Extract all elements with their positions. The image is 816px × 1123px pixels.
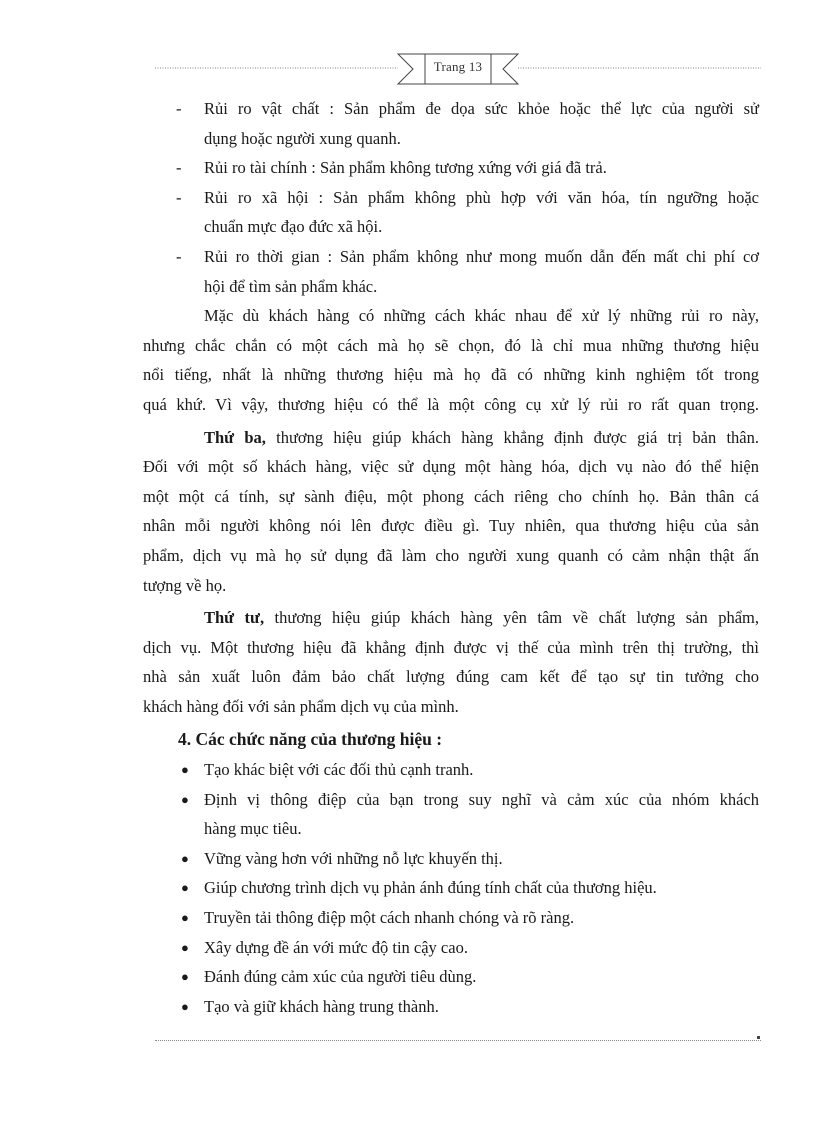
footer-divider [155,1040,761,1041]
list-item-continuation [143,212,759,242]
list-item-text: hàng mục tiêu. [204,819,302,839]
list-item-continuation [143,124,759,154]
list-item-text: Vững vàng hơn với những nỗ lực khuyến thị. [204,848,503,868]
paragraph-line: nổi tiếng, nhất là những thương hiệu mà họ đã có những kinh nghiệm tốt trong [143,365,759,385]
list-item-text: Rủi ro xã hội : Sản phẩm không phù hợp với văn hóa, tín ngưỡng hoặc [204,187,759,207]
paragraph-text: thương hiệu giúp khách hàng khẳng định được giá trị bản thân. [265,427,759,447]
dash-marker: - [176,99,182,118]
paragraph-line [143,423,759,453]
paragraph-third [143,423,759,601]
page-header [155,40,761,96]
list-item [143,992,759,1022]
paragraph-line: nhà sản xuất luôn đảm bảo chất lượng đúng cam kết để tạo sự tin tưởng cho [143,667,759,687]
bullet-icon: ● [181,791,189,807]
paragraph-line [143,603,759,633]
list-item-text: Giúp chương trình dịch vụ phản ánh đúng tính chất của thương hiệu. [204,878,657,898]
list-item-continuation [143,272,759,302]
paragraph-line: nhân mỗi người không nói lên được điều gì. Tuy nhiên, qua thương hiệu của sản [143,516,759,536]
paragraph-line: Mặc dù khách hàng có những cách khác nhau để xử lý những rủi ro này, [204,306,759,326]
list-item [143,785,759,815]
list-item [143,755,759,785]
list-item-text: Rủi ro thời gian : Sản phẩm không như mong muốn dẫn đến mất chi phí cơ [204,246,759,266]
risk-list [143,94,759,301]
paragraph-line: một một cá tính, sự sành điệu, một phong cách riêng cho chính họ. Bản thân cá [143,486,759,506]
dash-marker: - [176,187,182,207]
document-body [143,94,759,1021]
list-item-text: Rủi ro vật chất : Sản phẩm đe dọa sức khỏe hoặc thể lực của người sử [204,99,759,118]
list-item [143,844,759,874]
dash-marker: - [176,246,182,266]
footer-mark [757,1036,760,1039]
paragraph-line: nhưng chắc chắn có một cách mà họ sẽ chọn, đó là chỉ mua những thương hiệu [143,335,759,355]
paragraph-line: phẩm, dịch vụ mà họ sử dụng đã làm cho người xung quanh có cảm nhận thật ấn [143,545,759,565]
list-item-text: hội để tìm sản phẩm khác. [204,276,378,296]
paragraph-lead: Thứ tư, [204,608,265,628]
paragraph-line: Đối với một số khách hàng, việc sử dụng một hàng hóa, dịch vụ nào đó thể hiện [143,457,759,477]
list-item [143,183,759,213]
bullet-icon: ● [181,910,189,926]
list-item-text: Tạo và giữ khách hàng trung thành. [204,996,439,1016]
bullet-icon: ● [181,969,189,985]
list-item-text: Đánh đúng cảm xúc của người tiêu dùng. [204,967,477,987]
bullet-icon: ● [181,762,189,778]
paragraph-lead: Thứ ba, [204,427,266,447]
paragraph-line: dịch vụ. Một thương hiệu đã khẳng định được vị thế của mình trên thị trường, thì [143,637,759,657]
list-item [143,903,759,933]
list-item-text: Tạo khác biệt với các đối thủ cạnh tranh. [204,760,474,780]
list-item [143,962,759,992]
list-item-text: dụng hoặc người xung quanh. [204,128,401,148]
paragraph-text: thương hiệu giúp khách hàng yên tâm về chất lượng sản phẩm, [264,608,759,628]
paragraph-risk [143,301,759,419]
list-item [143,933,759,963]
list-item-text: Định vị thông điệp của bạn trong suy nghĩ và cảm xúc của nhóm khách [204,789,759,809]
list-item-text: chuẩn mực đạo đức xã hội. [204,217,383,237]
paragraph-line: khách hàng đối với sản phẩm dịch vụ của mình. [143,696,459,716]
list-item [143,153,759,183]
paragraph-line: tượng về họ. [143,575,227,595]
list-item-text: Xây dựng đề án với mức độ tin cậy cao. [204,937,468,957]
functions-list [143,755,759,1021]
bullet-icon: ● [181,880,189,896]
paragraph-fourth [143,603,759,721]
list-item [143,873,759,903]
bullet-icon: ● [181,939,189,955]
page-number: Trang 13 [433,59,483,74]
section-heading: 4. Các chức năng của thương hiệu : [178,729,443,750]
list-item [143,94,759,124]
list-item-continuation [143,814,759,844]
list-item [143,242,759,272]
list-item-text: Truyền tải thông điệp một cách nhanh chóng và rõ ràng. [204,908,575,928]
list-item-text: Rủi ro tài chính : Sản phẩm không tương xứng với giá đã trả. [204,158,607,178]
bullet-icon: ● [181,998,189,1014]
bullet-icon: ● [181,850,189,866]
dash-marker: - [176,158,182,178]
paragraph-line: quá khứ. Vì vậy, thương hiệu có thể là một công cụ xử lý rủi ro rất quan trọng. [143,394,759,414]
